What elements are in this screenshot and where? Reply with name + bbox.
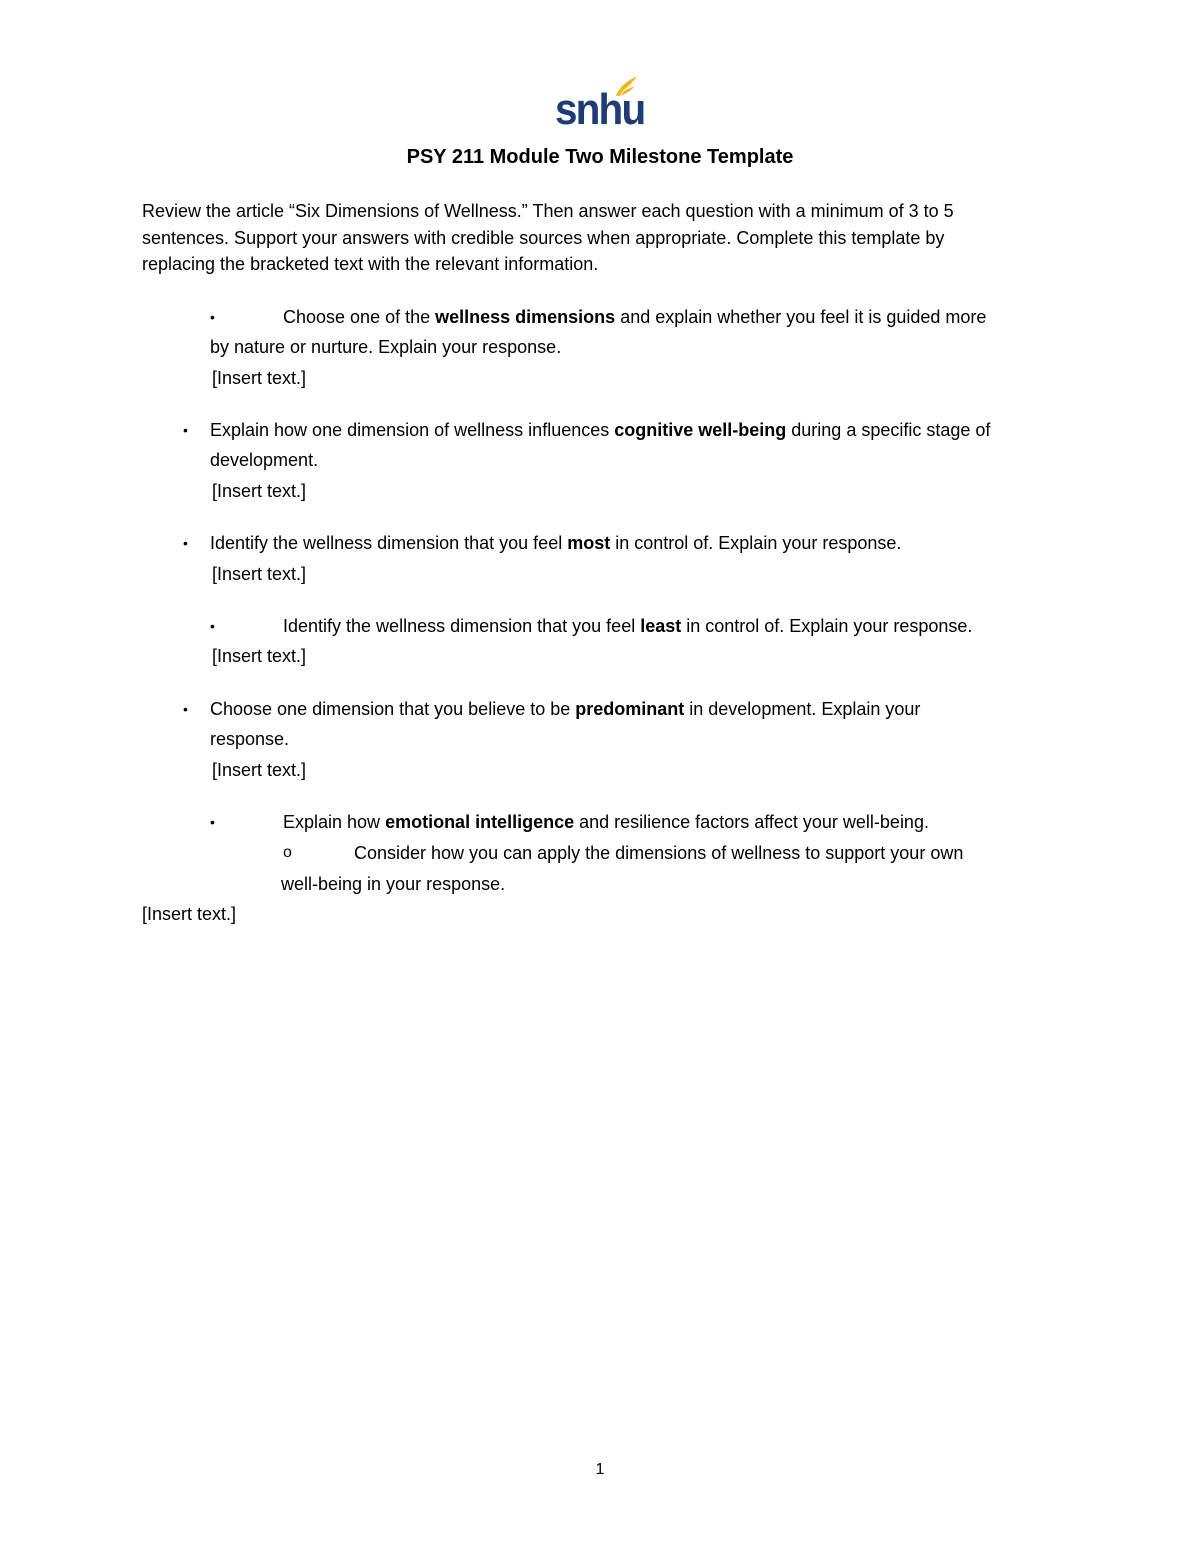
question-2-text-cont: during a specific stage of <box>786 420 991 440</box>
question-3-line-1 <box>210 530 901 556</box>
snhu-logo <box>555 74 645 134</box>
question-2-emphasis: cognitive well-being <box>614 420 787 440</box>
question-4-text-cont: in control of. Explain your response. <box>681 616 973 636</box>
page-number: 1 <box>595 1461 605 1478</box>
question-1-text-cont: and explain whether you feel it is guided more <box>615 307 987 327</box>
question-3-placeholder[interactable]: [Insert text.] <box>212 564 307 584</box>
question-5-text-cont: in development. Explain your <box>684 699 921 719</box>
bullet-marker: • <box>183 422 188 438</box>
question-2-placeholder[interactable]: [Insert text.] <box>212 481 307 501</box>
question-6-line-1 <box>283 809 929 835</box>
question-2-text: Explain how one dimension of wellness influences <box>210 420 615 440</box>
question-5-placeholder[interactable]: [Insert text.] <box>212 760 307 780</box>
question-6-sub-line-1: Consider how you can apply the dimensions of wellness to support your own <box>354 843 964 863</box>
sub-bullet-marker: o <box>283 844 292 861</box>
logo-wordmark: snhu <box>555 85 645 134</box>
intro-line-3: replacing the bracketed text with the relevant information. <box>142 254 599 274</box>
question-5-emphasis: predominant <box>575 699 685 719</box>
question-5-line-2: response. <box>210 729 290 749</box>
question-2-line-2: development. <box>210 450 319 470</box>
question-4-placeholder[interactable]: [Insert text.] <box>212 646 307 666</box>
question-3-text: Identify the wellness dimension that you feel <box>210 533 568 553</box>
question-1-text: Choose one of the <box>283 307 436 327</box>
question-1-line-1 <box>283 304 986 330</box>
question-3-text-cont: in control of. Explain your response. <box>610 533 902 553</box>
bullet-marker: • <box>210 814 215 830</box>
bullet-marker: • <box>210 618 215 634</box>
question-4-emphasis: least <box>640 616 682 636</box>
intro-line-1: Review the article “Six Dimensions of Wellness.” Then answer each question with a minimum of 3 to 5 <box>142 201 954 221</box>
question-5-text: Choose one dimension that you believe to be <box>210 699 576 719</box>
question-6-placeholder[interactable]: [Insert text.] <box>142 904 237 924</box>
question-1-emphasis: wellness dimensions <box>435 307 616 327</box>
question-5-line-1 <box>210 696 920 722</box>
question-1-placeholder[interactable]: [Insert text.] <box>212 368 307 388</box>
question-6-sub-line-2: well-being in your response. <box>281 874 506 894</box>
question-2-line-1 <box>210 417 990 443</box>
question-4-line-1 <box>283 613 972 639</box>
question-6-emphasis: emotional intelligence <box>385 812 575 832</box>
bullet-marker: • <box>210 309 215 325</box>
question-3-emphasis: most <box>567 533 611 553</box>
question-4-text: Identify the wellness dimension that you feel <box>283 616 641 636</box>
bullet-marker: • <box>183 535 188 551</box>
question-1-line-2: by nature or nurture. Explain your response. <box>210 337 562 357</box>
intro-line-2: sentences. Support your answers with credible sources when appropriate. Complete this template by <box>142 228 945 248</box>
bullet-marker: • <box>183 701 188 717</box>
question-6-text: Explain how <box>283 812 386 832</box>
question-6-text-cont: and resilience factors affect your well-being. <box>574 812 929 832</box>
page-title: PSY 211 Module Two Milestone Template <box>406 146 794 168</box>
